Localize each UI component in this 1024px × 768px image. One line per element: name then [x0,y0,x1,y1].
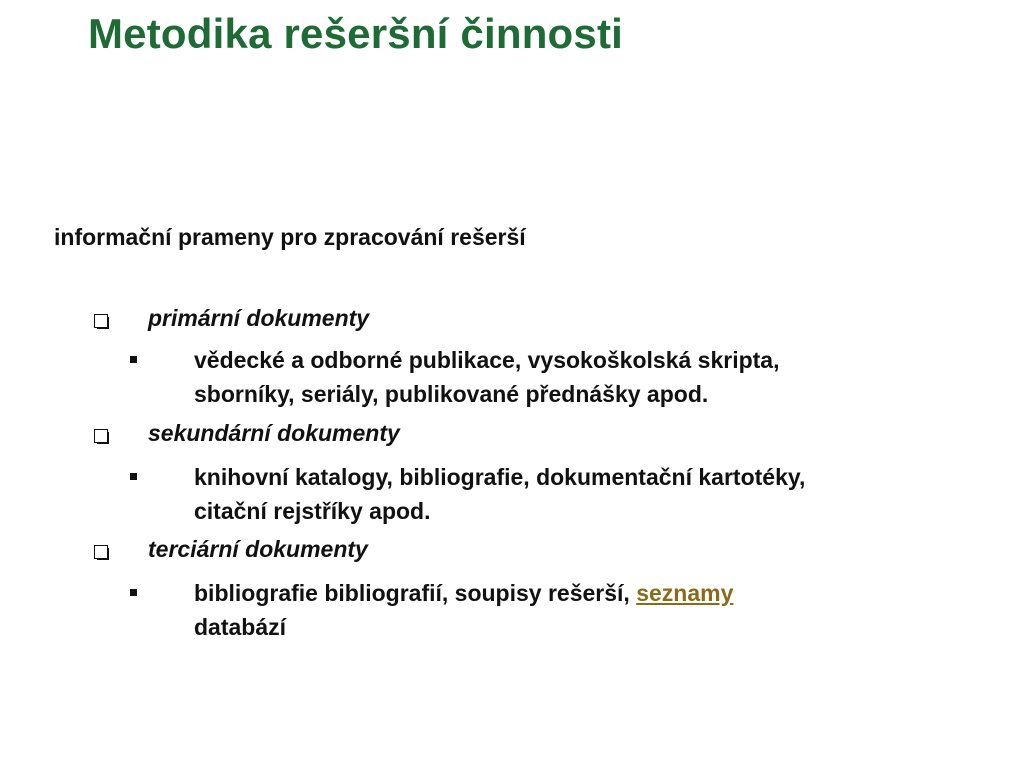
detail-line: citační rejstříky apod. [194,498,431,524]
detail-text [194,460,805,528]
checkbox-icon [94,429,108,443]
detail-line: databází [194,614,287,640]
detail-line: knihovní katalogy, bibliografie, dokumentační kartotéky, [194,464,806,490]
detail-line-prefix: bibliografie bibliografií, soupisy rešerší, [194,580,637,606]
category-label: primární dokumenty [148,305,370,331]
square-bullet-icon [130,473,137,480]
square-bullet-icon [130,589,137,596]
detail-text [194,576,733,644]
detail-line [194,576,733,610]
category-label: sekundární dokumenty [148,420,400,446]
detail-line: vědecké a odborné publikace, vysokoškolská skripta, [194,347,780,373]
intro-text: informační prameny pro zpracování rešerší [54,224,526,250]
detail-text [194,343,780,411]
checkbox-icon [94,314,108,328]
detail-line: sborníky, seriály, publikované přednášky apod. [194,381,709,407]
checkbox-icon [94,545,108,559]
seznamy-link[interactable]: seznamy [636,580,734,606]
square-bullet-icon [130,356,137,363]
slide-title: Metodika rešeršní činnosti [88,10,624,57]
category-label: terciární dokumenty [148,536,368,562]
